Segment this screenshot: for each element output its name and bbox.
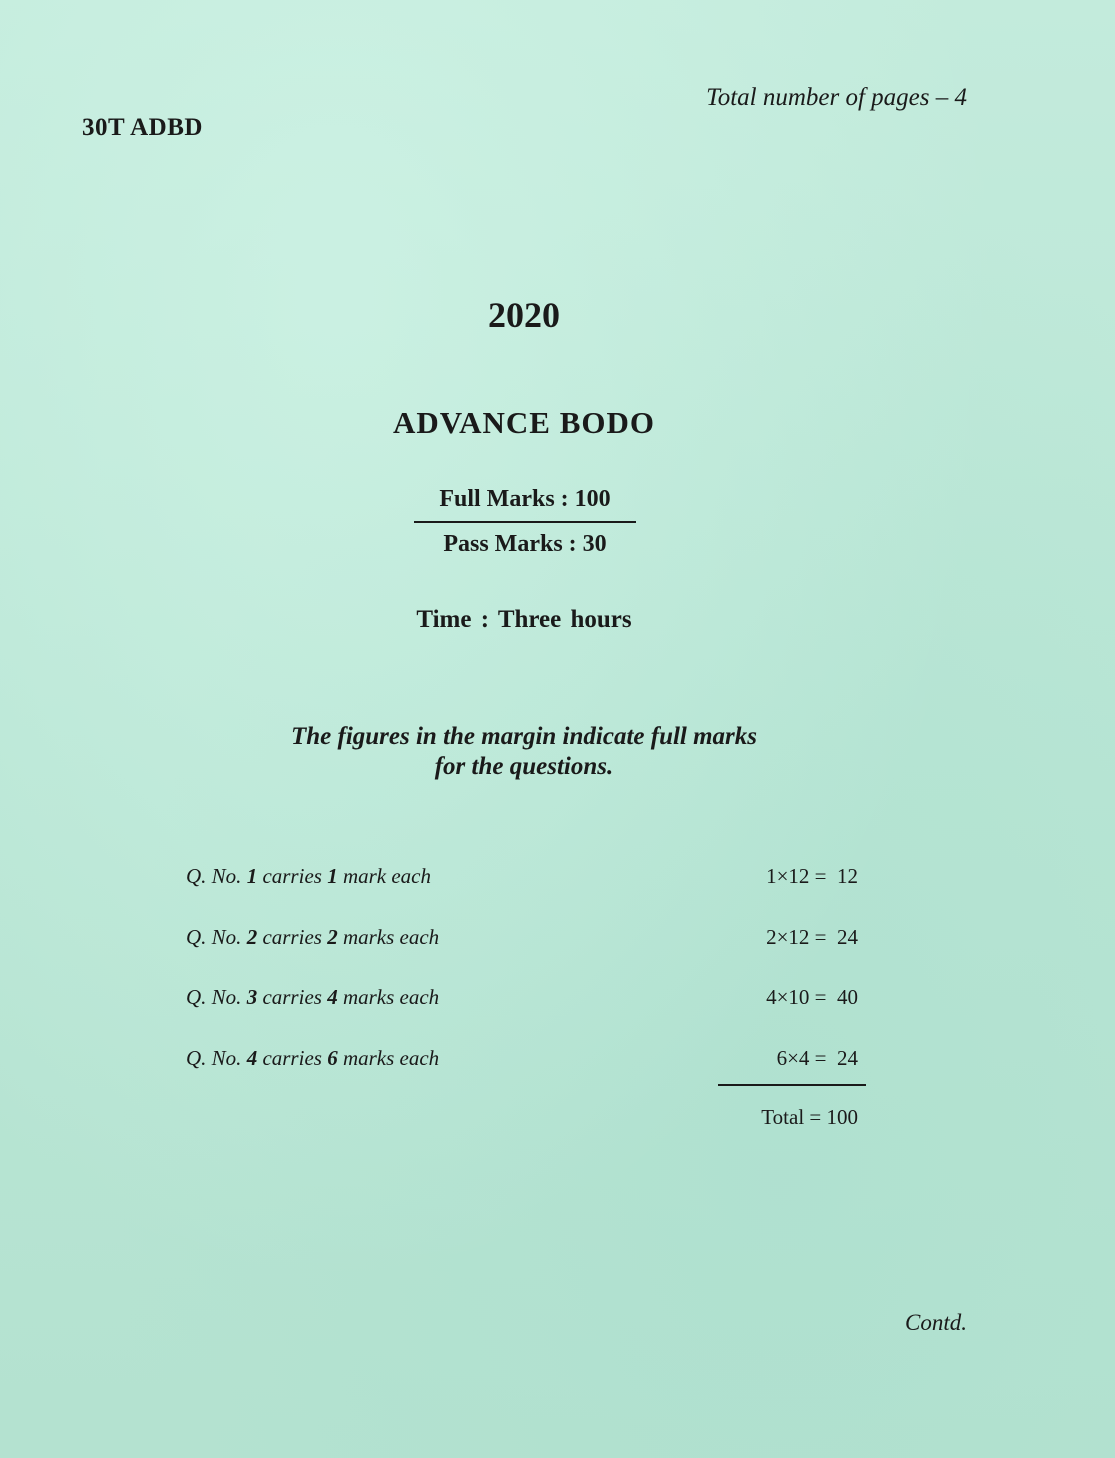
total-pages-note: Total number of pages – 4 bbox=[706, 84, 967, 111]
question-description: Q. No. 4 carries 6 marks each bbox=[186, 1046, 440, 1070]
question-description: Q. No. 3 carries 4 marks each bbox=[186, 985, 440, 1009]
full-marks: Full Marks : 100 bbox=[414, 486, 636, 523]
marks-block bbox=[414, 486, 636, 558]
question-description: Q. No. 2 carries 2 marks each bbox=[186, 925, 440, 949]
question-marks-calc: 1×12 = 12 bbox=[766, 864, 858, 888]
question-marks-calc: 6×4 = 24 bbox=[776, 1046, 858, 1070]
question-row bbox=[186, 925, 858, 953]
total-divider bbox=[718, 1084, 866, 1086]
question-row bbox=[186, 985, 858, 1013]
instruction-text bbox=[0, 722, 1048, 782]
question-marks-calc: 4×10 = 40 bbox=[766, 985, 858, 1009]
instruction-line-2: for the questions. bbox=[434, 753, 614, 780]
subject-title: ADVANCE BODO bbox=[392, 405, 656, 440]
exam-year: 2020 bbox=[488, 295, 560, 335]
pass-marks: Pass Marks : 30 bbox=[443, 531, 607, 557]
instruction-line-1: The figures in the margin indicate full marks bbox=[290, 723, 758, 750]
continued-note: Contd. bbox=[905, 1310, 967, 1335]
question-marks-calc: 2×12 = 24 bbox=[766, 925, 858, 949]
question-row bbox=[186, 864, 858, 892]
exam-time: Time : Three hours bbox=[416, 606, 632, 633]
total-marks: Total = 100 bbox=[761, 1105, 858, 1129]
paper-code: 30T ADBD bbox=[82, 114, 203, 141]
question-row bbox=[186, 1046, 858, 1074]
question-description: Q. No. 1 carries 1 mark each bbox=[186, 864, 431, 888]
